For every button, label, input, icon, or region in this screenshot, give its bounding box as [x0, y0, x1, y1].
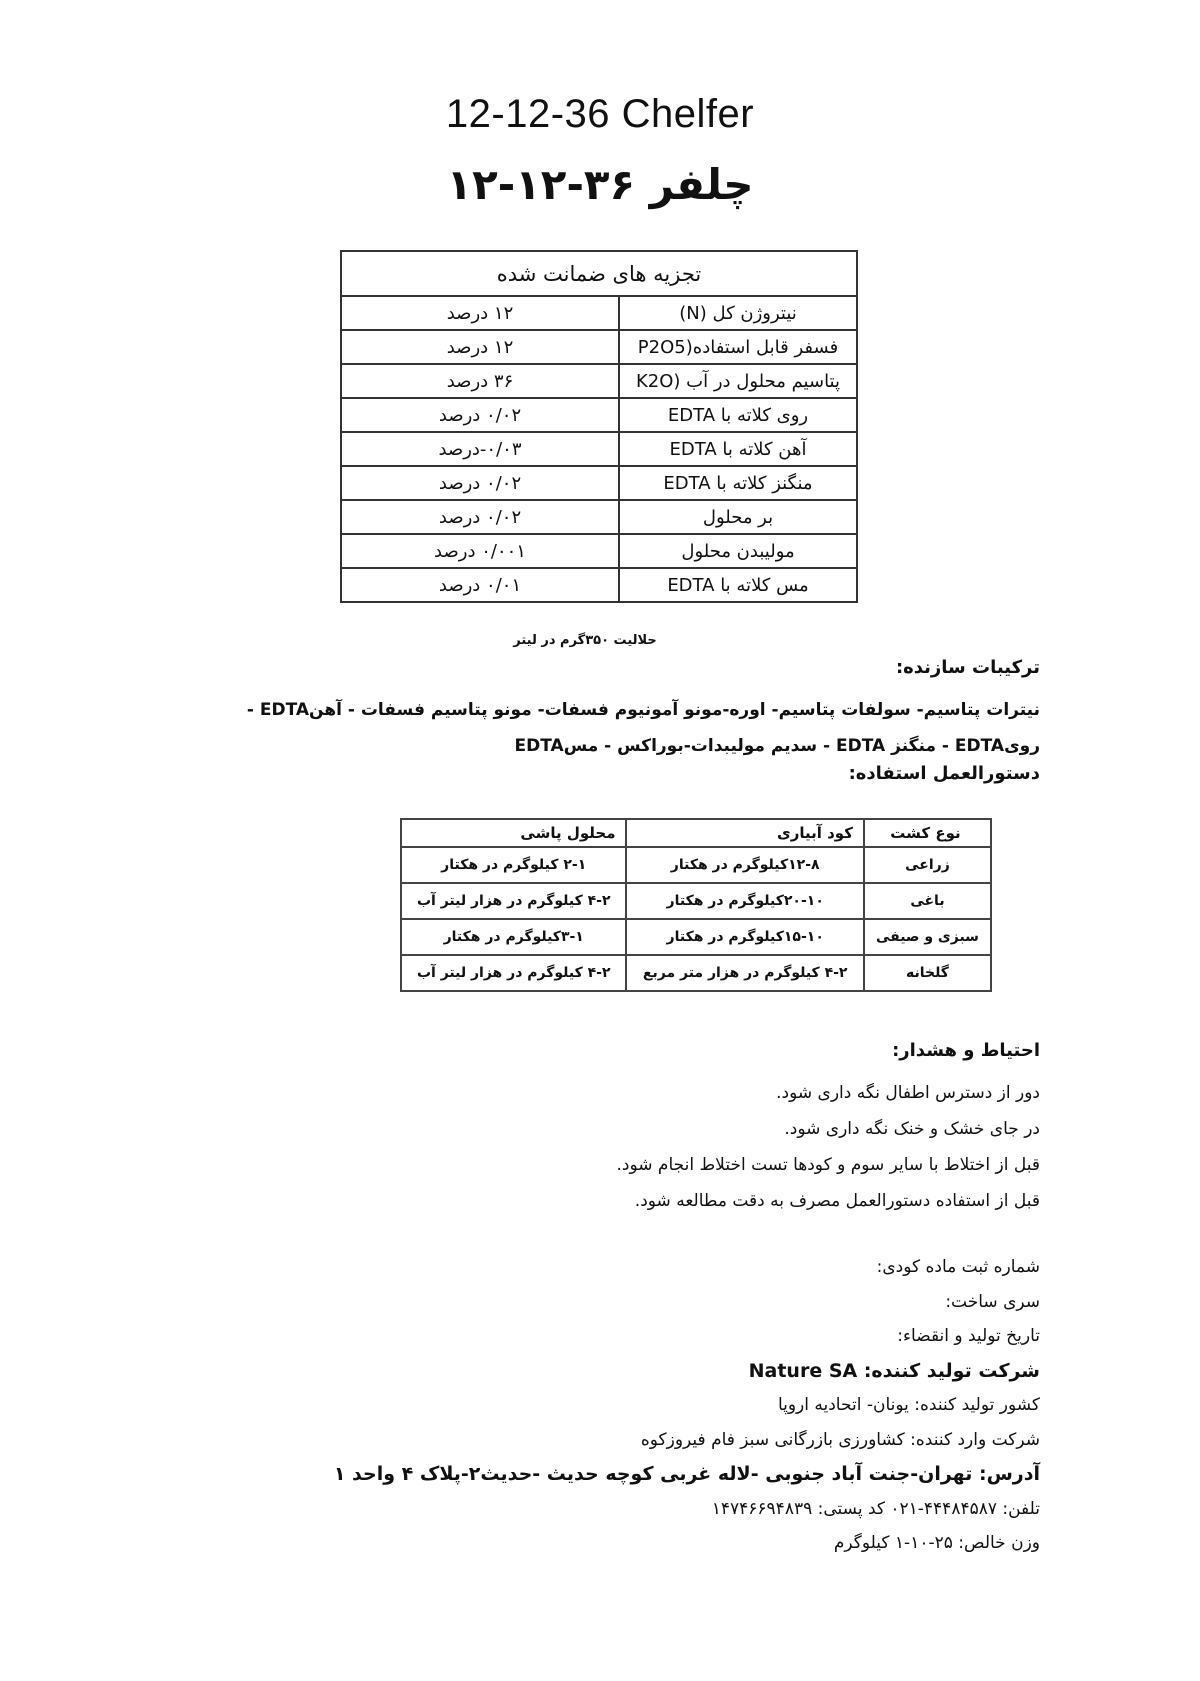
analysis-value: ۰/۰۲ درصد	[341, 466, 619, 500]
registration-number: شماره ثبت ماده کودی:	[876, 1257, 1040, 1277]
analysis-item: مس کلاته با EDTA	[619, 568, 857, 602]
analysis-value: ۰/۰۰۱ درصد	[341, 534, 619, 568]
guaranteed-analysis-table	[340, 250, 858, 603]
analysis-item: بر محلول	[619, 500, 857, 534]
analysis-value: ۰/۰۲ درصد	[341, 500, 619, 534]
table-row	[341, 398, 857, 432]
analysis-item: منگنز کلاته با EDTA	[619, 466, 857, 500]
table-header-row	[401, 819, 991, 847]
table-cell: ۴-۲ کیلوگرم در هزار متر مربع	[626, 955, 863, 991]
batch-number: سری ساخت:	[945, 1291, 1040, 1312]
composition-text: نیترات پتاسیم- سولفات پتاسیم- اوره-مونو آمونیوم فسفات- مونو پتاسیم فسفات - آهنEDTA - رویEDTA - منگنز EDTA - سدیم مولیبدات-بوراکس - مسEDTA	[246, 700, 1040, 756]
analysis-item: آهن کلاته با EDTA	[619, 432, 857, 466]
list-item: قبل از اختلاط با سایر سوم و کودها تست اختلاط انجام شود.	[616, 1155, 1040, 1175]
table-row	[341, 364, 857, 398]
table-row	[341, 432, 857, 466]
production-expiry-dates: تاریخ تولید و انقضاء:	[897, 1326, 1040, 1346]
table-cell: ۱۲-۸کیلوگرم در هکتار	[626, 847, 863, 883]
analysis-value: ۰/۰۳-درصد	[341, 432, 619, 466]
analysis-item: روی کلاته با EDTA	[619, 398, 857, 432]
warning-list	[617, 1075, 1040, 1219]
table-row	[401, 883, 991, 919]
analysis-value: ۱۲ درصد	[341, 330, 619, 364]
table-cell: زراعی	[864, 847, 991, 883]
net-weight: وزن خالص: ۲۵-۱۰-۱ کیلوگرم	[833, 1533, 1040, 1553]
table-cell: ۲۰-۱۰کیلوگرم در هکتار	[626, 883, 863, 919]
table-row	[341, 296, 857, 330]
title-english: 12-12-36 Chelfer	[445, 92, 755, 136]
list-item: در جای خشک و خنک نگه داری شود.	[784, 1119, 1040, 1139]
table-row	[401, 955, 991, 991]
composition-heading: ترکیبات سازنده:	[895, 657, 1040, 678]
table-cell: ۳-۱کیلوگرم در هکتار	[401, 919, 626, 955]
usage-table	[400, 818, 992, 992]
table-cell: ۱۵-۱۰کیلوگرم در هکتار	[626, 919, 863, 955]
warning-heading: احتیاط و هشدار:	[892, 1040, 1040, 1061]
table-cell: ۴-۲ کیلوگرم در هزار لیتر آب	[401, 883, 626, 919]
table-cell: سبزی و صیفی	[864, 919, 991, 955]
table-cell: ۴-۲ کیلوگرم در هزار لیتر آب	[401, 955, 626, 991]
column-header: محلول پاشی	[401, 819, 626, 847]
table-row	[401, 847, 991, 883]
analysis-item: پتاسیم محلول در آب (K2O	[619, 364, 857, 398]
address: آدرس: تهران-جنت آباد جنوبی -لاله غربی کوچه حدیث -حدیث۲-پلاک ۴ واحد ۱	[333, 1463, 1040, 1485]
table-row	[401, 919, 991, 955]
column-header: نوع کشت	[864, 819, 991, 847]
manufacturer: شرکت تولید کننده: Nature SA	[748, 1359, 1040, 1382]
solubility-note: حلالیت ۳۵۰گرم در لیتر	[513, 633, 657, 648]
guaranteed-analysis-title: تجزیه های ضمانت شده	[341, 251, 857, 296]
analysis-value: ۰/۰۲ درصد	[341, 398, 619, 432]
usage-heading: دستورالعمل استفاده:	[848, 763, 1040, 784]
analysis-value: ۰/۰۱ درصد	[341, 568, 619, 602]
table-row	[341, 500, 857, 534]
product-info	[334, 1250, 1040, 1561]
phone-postal: تلفن: ۴۴۴۸۴۵۸۷-۰۲۱ کد پستی: ۱۴۷۴۶۶۹۴۸۳۹	[711, 1498, 1040, 1519]
table-cell: گلخانه	[864, 955, 991, 991]
table-row	[341, 534, 857, 568]
table-row	[341, 466, 857, 500]
title-persian: چلفر ۳۶-۱۲-۱۲	[446, 160, 754, 209]
country-of-origin: کشور تولید کننده: یونان- اتحادیه اروپا	[777, 1395, 1040, 1415]
list-item: قبل از استفاده دستورالعمل مصرف به دقت مطالعه شود.	[634, 1191, 1040, 1211]
table-row	[341, 568, 857, 602]
analysis-item: مولیبدن محلول	[619, 534, 857, 568]
analysis-value: ۳۶ درصد	[341, 364, 619, 398]
table-cell: باغی	[864, 883, 991, 919]
column-header: کود آبیاری	[626, 819, 863, 847]
table-cell: ۲-۱ کیلوگرم در هکتار	[401, 847, 626, 883]
analysis-value: ۱۲ درصد	[341, 296, 619, 330]
analysis-item: فسفر قابل استفاده(P2O5	[619, 330, 857, 364]
list-item: دور از دسترس اطفال نگه داری شود.	[776, 1083, 1040, 1103]
analysis-item: نیتروژن کل (N)	[619, 296, 857, 330]
table-row	[341, 330, 857, 364]
importer: شرکت وارد کننده: کشاورزی بازرگانی سبز فام فیروزکوه	[640, 1429, 1040, 1450]
